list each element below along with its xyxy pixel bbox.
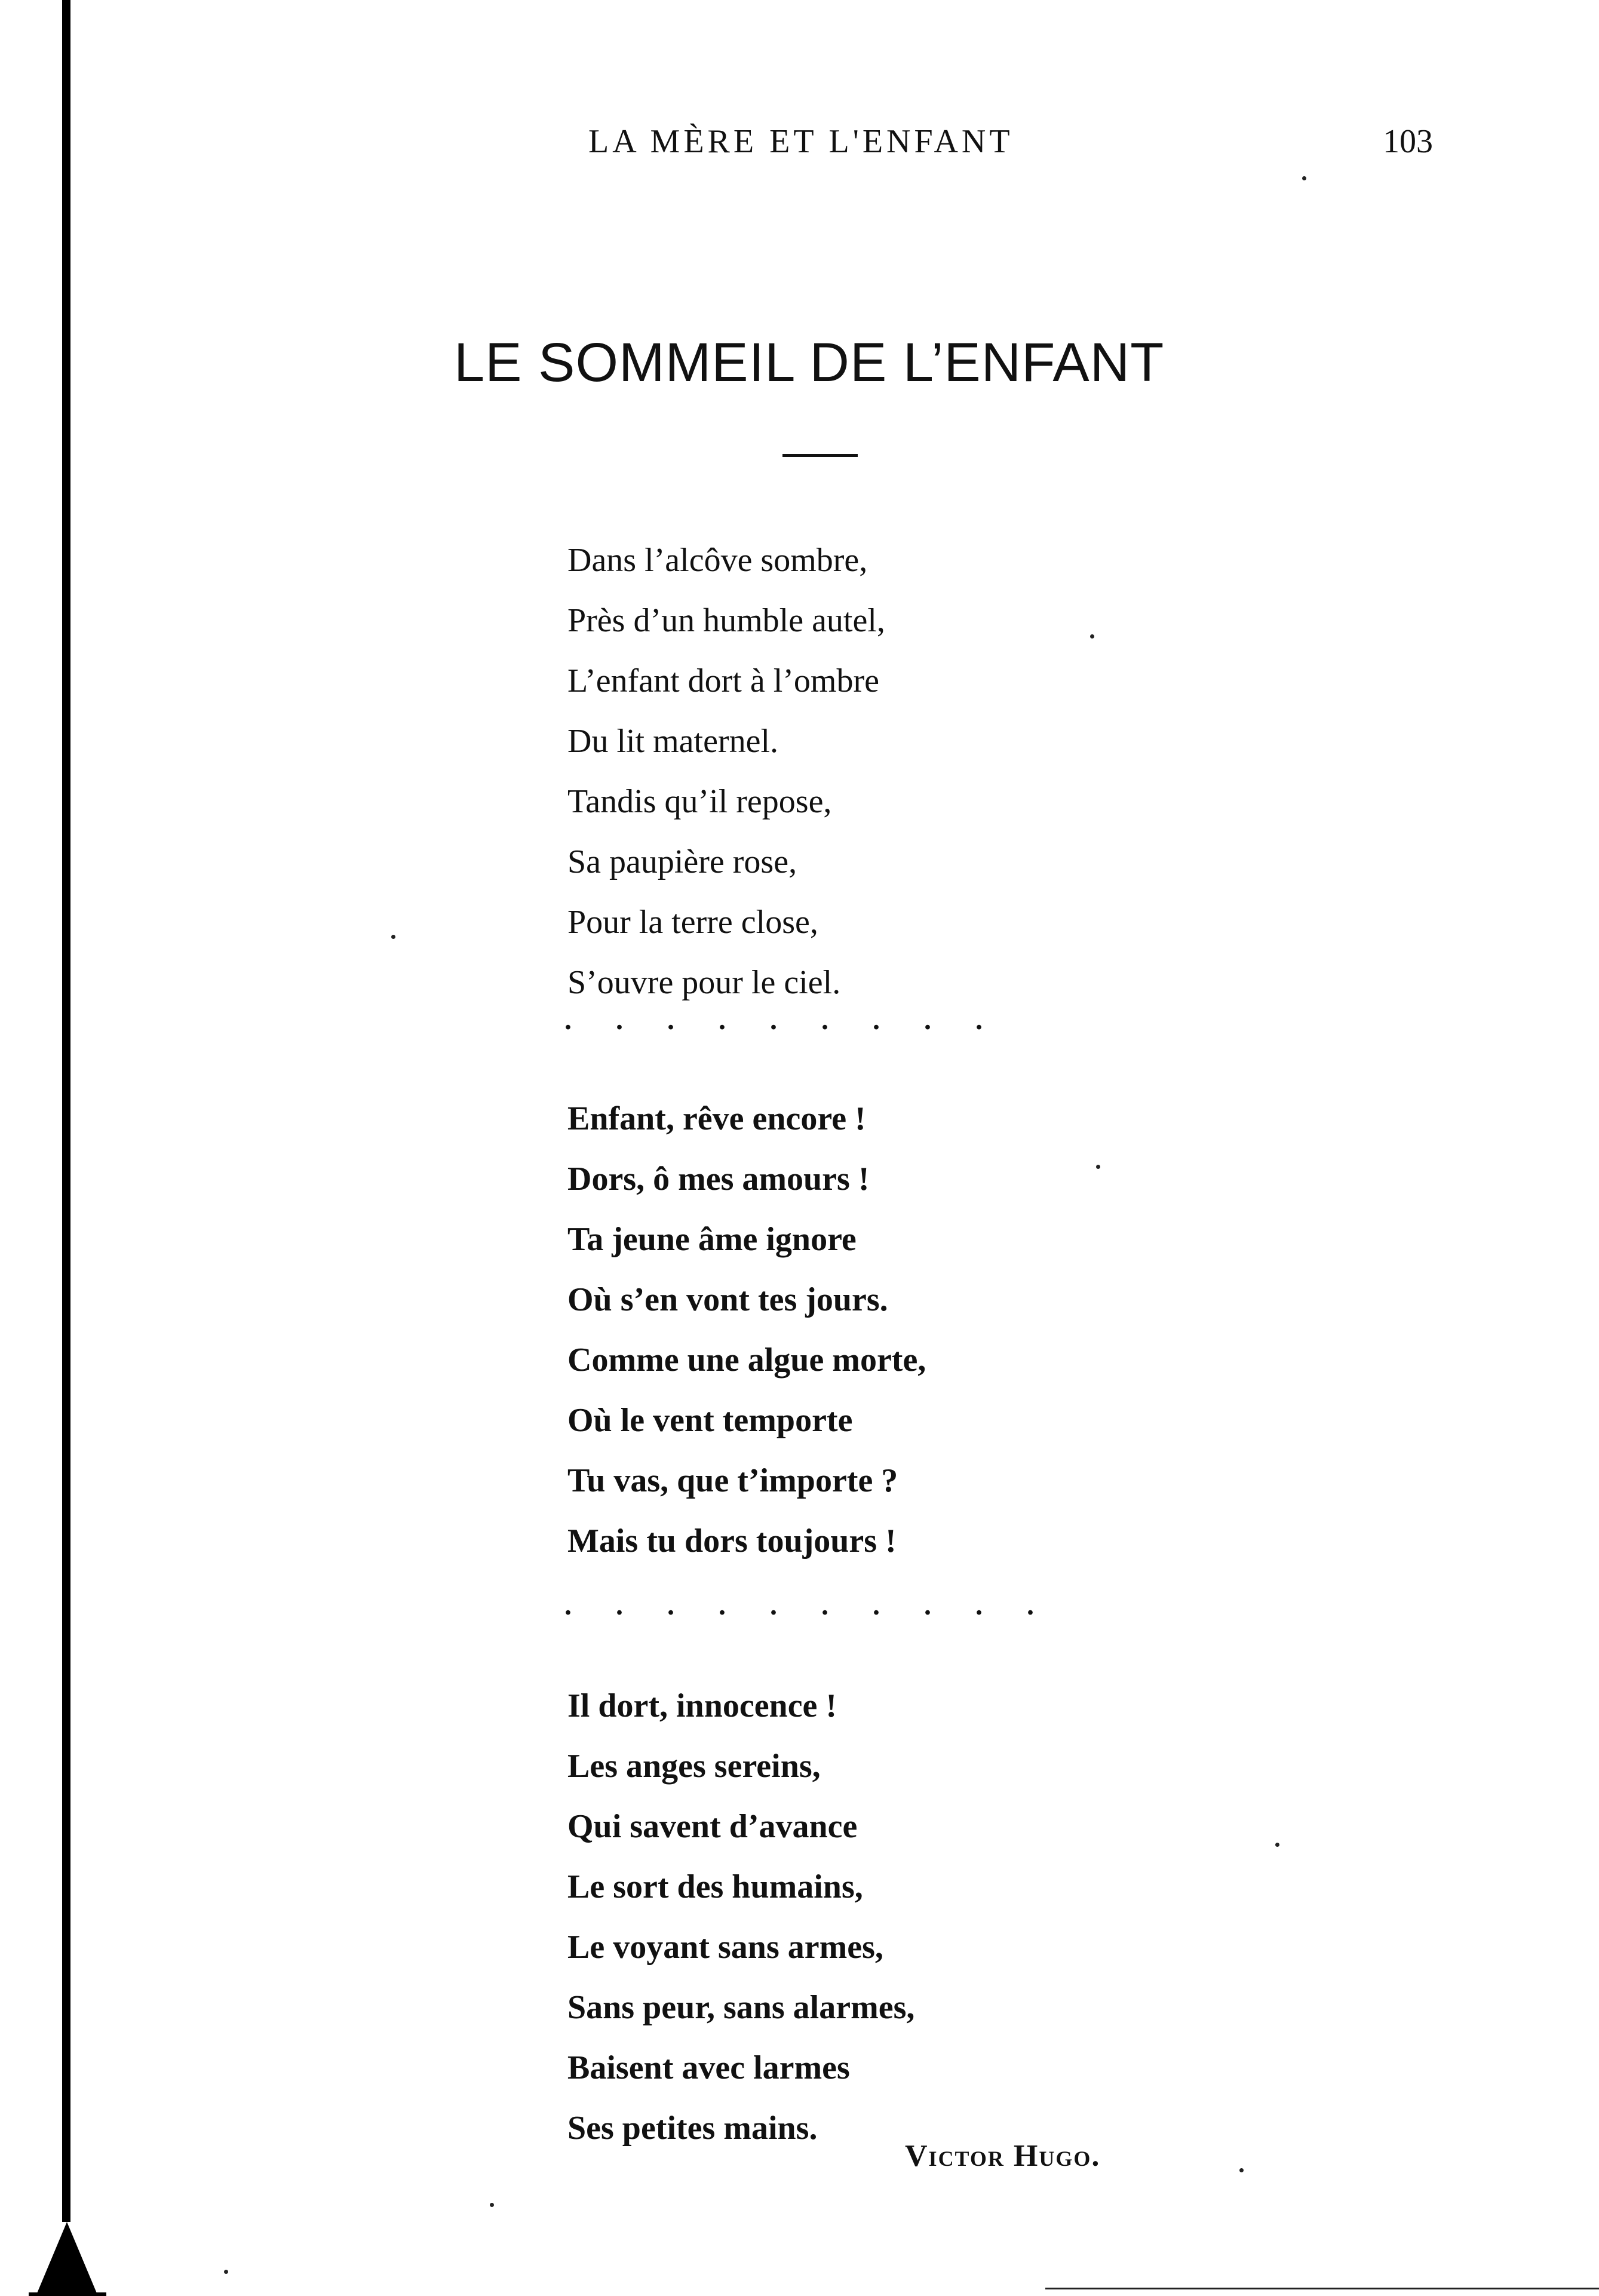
scan-speck (1096, 1165, 1100, 1169)
page-number: 103 (1383, 123, 1433, 160)
scan-speck (1275, 1843, 1279, 1847)
verse-line: Ta jeune âme ignore (567, 1221, 857, 1258)
scan-speck (224, 2270, 228, 2274)
verse-line: Il dort, innocence ! (567, 1687, 837, 1724)
verse-line: Qui savent d’avance (567, 1808, 858, 1845)
author-signature: Victor Hugo. (905, 2139, 1101, 2173)
verse-line: S’ouvre pour le ciel. (567, 964, 841, 1001)
bottom-rule (1045, 2288, 1599, 2289)
binding-foot (36, 2222, 98, 2296)
stanza-1 (567, 530, 885, 1013)
scan-speck (1302, 176, 1306, 180)
verse-line: Dans l’alcôve sombre, (567, 542, 868, 579)
verse-line: Les anges sereins, (567, 1748, 821, 1785)
stanza-separator: . . . . . . . . . (564, 1004, 1001, 1036)
scan-speck (1239, 2168, 1244, 2172)
verse-line: Du lit maternel. (567, 723, 779, 760)
scan-speck (490, 2203, 494, 2207)
verse-line: Le voyant sans armes, (567, 1929, 883, 1966)
verse-line: Baisent avec larmes (567, 2049, 850, 2086)
verse-line: Où s’en vont tes jours. (567, 1281, 888, 1318)
verse-line: L’enfant dort à l’ombre (567, 662, 879, 699)
verse-line: Sans peur, sans alarmes, (567, 1989, 915, 2026)
verse-line: Le sort des humains, (567, 1868, 863, 1905)
verse-line: Tandis qu’il repose, (567, 783, 832, 820)
stanza-2 (567, 1089, 926, 1571)
scan-speck (391, 935, 395, 939)
verse-line: Ses petites mains. (567, 2110, 818, 2147)
verse-line: Dors, ô mes amours ! (567, 1161, 870, 1198)
verse-line: Près d’un humble autel, (567, 602, 885, 639)
stanza-separator: . . . . . . . . . . (564, 1589, 1052, 1621)
running-head: LA MÈRE ET L'ENFANT (588, 123, 1014, 160)
binding-edge (62, 0, 70, 2222)
binding-foot-base (29, 2292, 106, 2296)
verse-line: Tu vas, que t’importe ? (567, 1462, 898, 1499)
verse-line: Mais tu dors toujours ! (567, 1523, 897, 1560)
scan-speck (1090, 634, 1094, 639)
verse-line: Sa paupière rose, (567, 843, 797, 880)
verse-line: Pour la terre close, (567, 904, 818, 941)
stanza-3 (567, 1676, 914, 2159)
verse-line: Enfant, rêve encore ! (567, 1100, 866, 1137)
title-rule (782, 454, 858, 457)
poem-title: LE SOMMEIL DE L’ENFANT (454, 332, 1165, 393)
verse-line: Comme une algue morte, (567, 1342, 926, 1379)
verse-line: Où le vent temporte (567, 1402, 853, 1439)
